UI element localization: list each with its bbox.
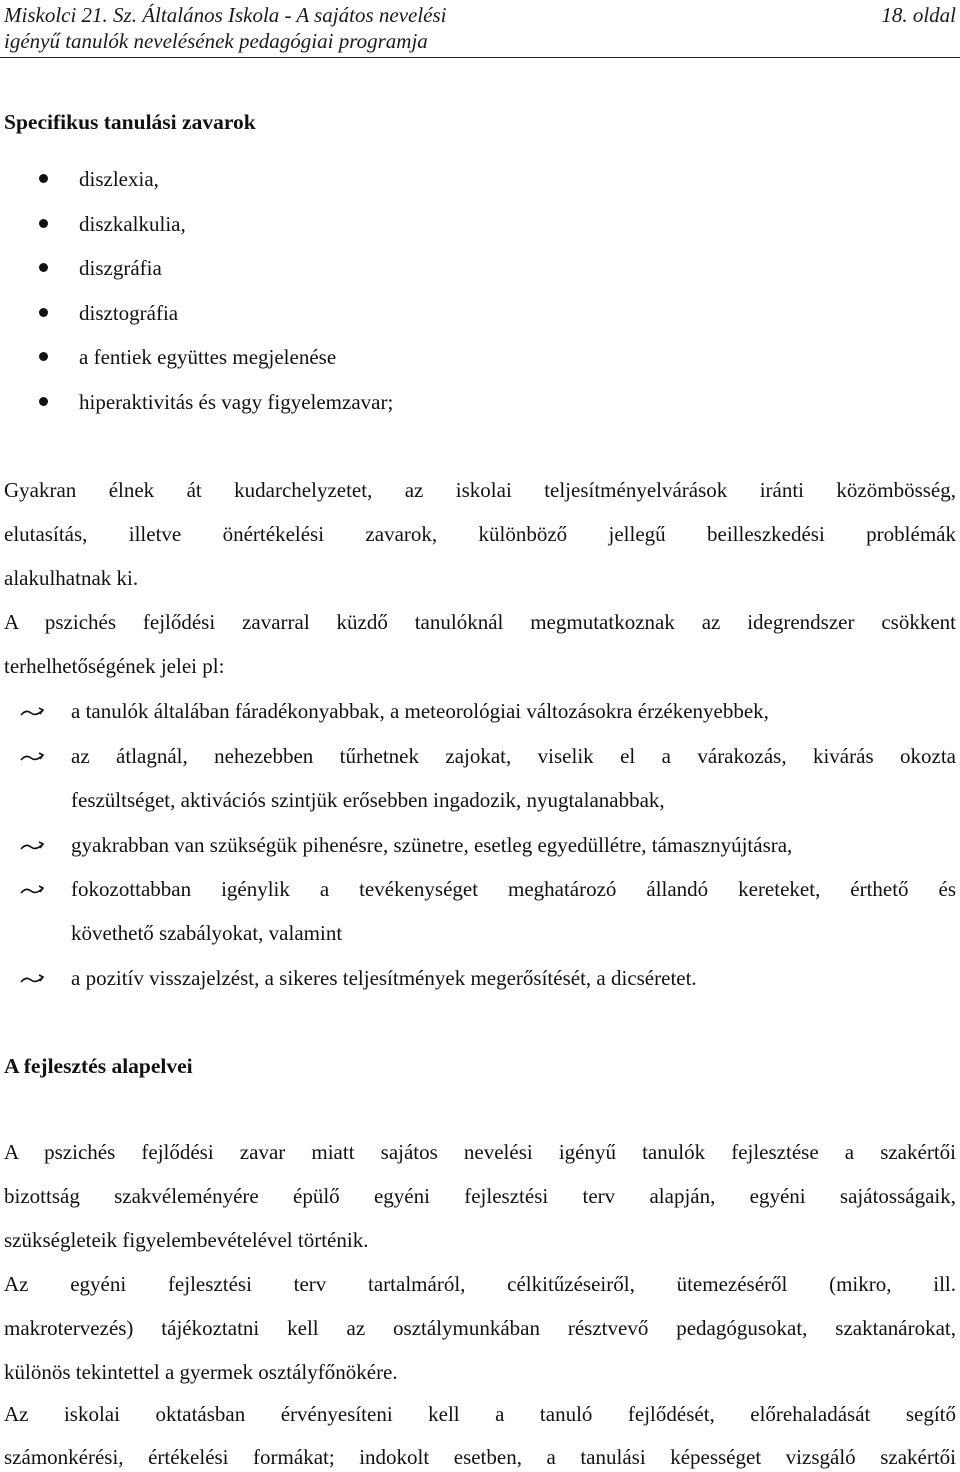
paragraph-line: Az egyéni fejlesztési terv tartalmáról, célkitűzéseiről, ütemezéséről (mikro, ill. xyxy=(4,1272,956,1296)
double-arrow-icon xyxy=(20,972,44,986)
double-arrow-icon xyxy=(20,705,44,719)
bullet-dot-icon xyxy=(39,397,48,406)
paragraph-line: terhelhetőségének jelei pl: xyxy=(4,654,225,678)
paragraph-line: különös tekintettel a gyermek osztályfőnökére. xyxy=(4,1360,398,1384)
double-arrow-icon xyxy=(20,839,44,853)
paragraph-line: alakulhatnak ki. xyxy=(4,566,139,590)
list-item: a tanulók általában fáradékonyabbak, a meteorológiai változásokra érzékenyebbek, xyxy=(71,699,769,723)
list-item-continuation: feszültséget, aktivációs szintjük erősebben ingadozik, nyugtalanabbak, xyxy=(71,788,665,812)
paragraph-line: A pszichés fejlődési zavarral küzdő tanulóknál megmutatkoznak az idegrendszer csökkent xyxy=(4,610,956,634)
header-divider xyxy=(0,57,960,58)
bullet-item: a fentiek együttes megjelenése xyxy=(0,343,960,371)
paragraph-line: számonkérési, értékelési formákat; indokolt esetben, a tanulási képességet vizsgáló szakértői xyxy=(4,1445,956,1469)
double-arrow-icon xyxy=(20,883,44,897)
bullet-dot-icon xyxy=(39,219,48,228)
running-header xyxy=(4,2,447,54)
bullet-dot-icon xyxy=(39,352,48,361)
bullet-item: diszlexia, xyxy=(0,165,960,193)
paragraph-line: bizottság szakvéleményére épülő egyéni fejlesztési terv alapján, egyéni sajátosságaik, xyxy=(4,1184,956,1208)
list-item-continuation: követhető szabályokat, valamint xyxy=(71,921,343,945)
paragraph-line: Gyakran élnek át kudarchelyzetet, az iskolai teljesítményelvárások iránti közömbösség, xyxy=(4,478,956,502)
bullet-dot-icon xyxy=(39,263,48,272)
header-line-2: igényű tanulók nevelésének pedagógiai programja xyxy=(4,29,428,53)
bullet-item: hiperaktivitás és vagy figyelemzavar; xyxy=(0,388,960,416)
section-title-principles: A fejlesztés alapelvei xyxy=(4,1054,193,1078)
bullet-dot-icon xyxy=(39,308,48,317)
paragraph-line: Az iskolai oktatásban érvényesíteni kell a tanuló fejlődését, előrehaladását segítő xyxy=(4,1402,956,1426)
list-item: gyakrabban van szükségük pihenésre, szünetre, esetleg egyedüllétre, támasznyújtásra, xyxy=(71,833,793,857)
list-item: fokozottabban igénylik a tevékenységet meghatározó állandó kereteket, érthető és xyxy=(71,877,956,901)
paragraph-line: A pszichés fejlődési zavar miatt sajátos nevelési igényű tanulók fejlesztése a szakértői xyxy=(4,1140,956,1164)
bullet-item: disztográfia xyxy=(0,299,960,327)
double-arrow-icon xyxy=(20,750,44,764)
page-number: 18. oldal xyxy=(881,3,956,27)
bullet-dot-icon xyxy=(39,174,48,183)
list-item: az átlagnál, nehezebben tűrhetnek zajokat, viselik el a várakozás, kivárás okozta xyxy=(71,744,956,768)
bullet-item: diszgráfia xyxy=(0,254,960,282)
bullet-item: diszkalkulia, xyxy=(0,210,960,238)
list-item: a pozitív visszajelzést, a sikeres teljesítmények megerősítését, a dicséretet. xyxy=(71,966,697,990)
paragraph-line: szükségleteik figyelembevételével történik. xyxy=(4,1228,369,1252)
section-title-specific-disorders: Specifikus tanulási zavarok xyxy=(4,110,256,134)
header-line-1: Miskolci 21. Sz. Általános Iskola - A sajátos nevelési xyxy=(4,3,447,27)
paragraph-line: makrotervezés) tájékoztatni kell az osztálymunkában résztvevő pedagógusokat, szaktanárokat, xyxy=(4,1316,956,1340)
paragraph-line: elutasítás, illetve önértékelési zavarok, különböző jellegű beilleszkedési problémák xyxy=(4,522,956,546)
